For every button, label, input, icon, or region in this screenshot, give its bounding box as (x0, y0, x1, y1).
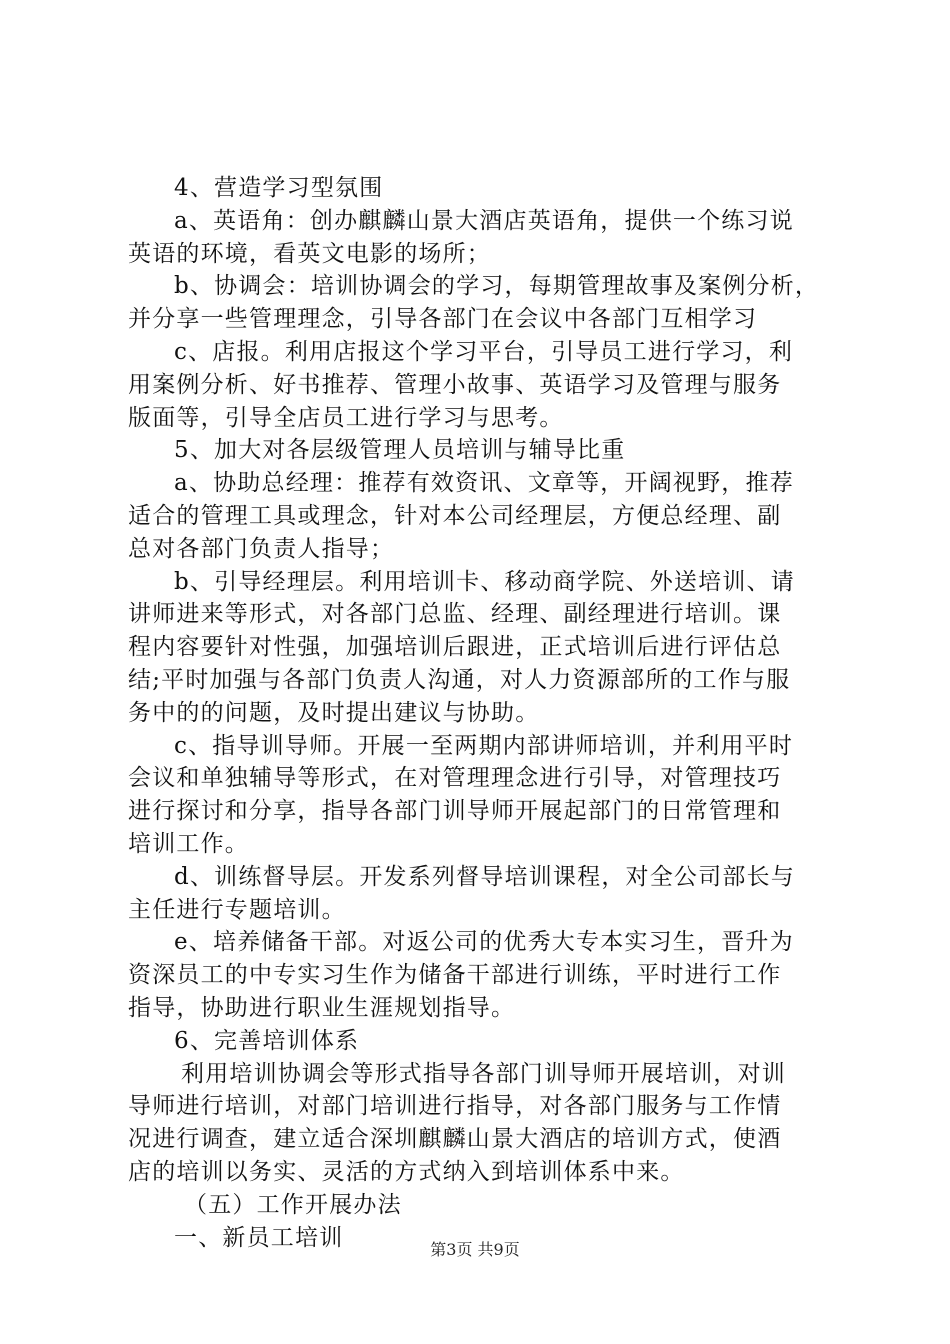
paragraph-line: 进行探讨和分享，指导各部门训导师开展起部门的日常管理和 (128, 798, 782, 825)
paragraph-line: 况进行调查，建立适合深圳麒麟山景大酒店的培训方式，使酒 (128, 1126, 782, 1153)
paragraph-line: c、指导训导师。开展一至两期内部讲师培训，并利用平时 (174, 732, 794, 759)
paragraph-line: 程内容要针对性强，加强培训后跟进，正式培训后进行评估总 (128, 634, 782, 661)
paragraph-line: 并分享一些管理理念，引导各部门在会议中各部门互相学习 (128, 306, 758, 333)
paragraph-line: 务中的的问题，及时提出建议与协助。 (128, 699, 540, 726)
page-number-footer: 第3页 共9页 (430, 1240, 520, 1259)
paragraph-line: c、店报。利用店报这个学习平台，引导员工进行学习，利 (174, 338, 794, 365)
paragraph-line: a、协助总经理：推荐有效资讯、文章等，开阔视野，推荐 (174, 470, 794, 497)
paragraph-line: 资深员工的中专实习生作为储备干部进行训练，平时进行工作 (128, 962, 782, 989)
paragraph-line: b、引导经理层。利用培训卡、移动商学院、外送培训、请 (174, 568, 795, 595)
section-heading-5: 5、加大对各层级管理人员培训与辅导比重 (174, 437, 626, 464)
paragraph-line: 总对各部门负责人指导； (128, 535, 395, 562)
paragraph-line: 用案例分析、好书推荐、管理小故事、英语学习及管理与服务 (128, 371, 782, 398)
section-heading-4: 4、营造学习型氛围 (174, 175, 384, 201)
paragraph-line: d、训练督导层。开发系列督导培训课程，对全公司部长与 (174, 863, 795, 890)
paragraph-line: 版面等，引导全店员工进行学习与思考。 (128, 404, 564, 431)
paragraph-line: b、协调会：培训协调会的学习，每期管理故事及案例分析， (174, 273, 820, 300)
paragraph-line: 讲师进来等形式，对各部门总监、经理、副经理进行培训。课 (128, 601, 782, 628)
paragraph-line: 店的培训以务实、灵活的方式纳入到培训体系中来。 (128, 1158, 685, 1185)
paragraph-line: 利用培训协调会等形式指导各部门训导师开展培训，对训 (181, 1060, 786, 1087)
section-heading-6: 6、完善培训体系 (174, 1027, 360, 1054)
paragraph-line: e、培养储备干部。对返公司的优秀大专本实习生，晋升为 (174, 929, 794, 956)
document-body (128, 172, 838, 1254)
paragraph-line: 英语的环境，看英文电影的场所； (128, 240, 491, 267)
subsection-heading-new-staff: 一、新员工培训 (174, 1224, 344, 1251)
paragraph-line: a、英语角：创办麒麟山景大酒店英语角，提供一个练习说 (174, 207, 794, 234)
section-heading-five: （五）工作开展办法 (184, 1191, 402, 1218)
paragraph-line: 适合的管理工具或理念，针对本公司经理层，方便总经理、副 (128, 502, 782, 529)
paragraph-line: 导师进行培训，对部门培训进行指导，对各部门服务与工作情 (128, 1093, 782, 1120)
paragraph-line: 培训工作。 (128, 830, 249, 857)
paragraph-line: 结;平时加强与各部门负责人沟通，对人力资源部所的工作与服 (128, 666, 791, 693)
paragraph-line: 指导，协助进行职业生涯规划指导。 (128, 994, 516, 1021)
paragraph-line: 会议和单独辅导等形式，在对管理理念进行引导，对管理技巧 (128, 765, 782, 792)
paragraph-line: 主任进行专题培训。 (128, 896, 346, 923)
